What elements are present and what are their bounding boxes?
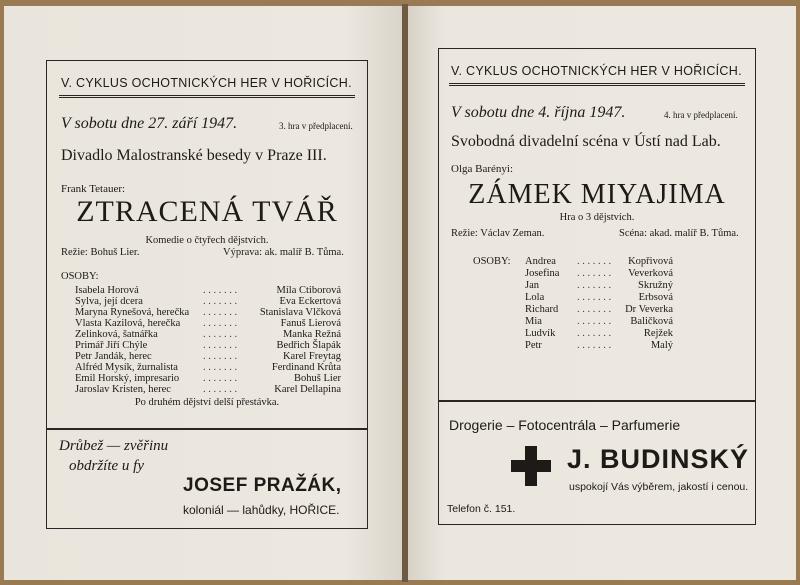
- cast-role: Petr Jandák, herec: [75, 351, 152, 362]
- left-ad-name: JOSEF PRAŽÁK,: [183, 475, 342, 496]
- cast-leader-dots: . . . . . . .: [203, 307, 238, 318]
- cast-leader-dots: . . . . . . .: [203, 362, 238, 373]
- cast-role: Lola: [525, 292, 545, 303]
- cast-leader-dots: . . . . . . .: [577, 292, 612, 303]
- right-performance-note: 4. hra v předplacení.: [664, 110, 738, 120]
- cast-leader-dots: . . . . . . .: [203, 285, 238, 296]
- cast-actor: Kopřivová: [628, 256, 673, 267]
- left-ad-line1: Drůbež — zvěřinu: [59, 438, 169, 454]
- cast-actor: Ferdinand Krůta: [271, 362, 341, 373]
- cast-actor: Fanuš Lierová: [280, 318, 341, 329]
- right-genre: Hra o 3 dějstvích.: [559, 212, 635, 223]
- cast-role: Maryna Rynešová, herečka: [75, 307, 190, 318]
- right-ad-phone: Telefon č. 151.: [447, 503, 516, 515]
- left-theatre: Divadlo Malostranské besedy v Praze III.: [61, 147, 327, 164]
- right-director: Režie: Václav Zeman.: [451, 228, 545, 239]
- cast-actor: Veverková: [628, 268, 673, 279]
- cast-leader-dots: . . . . . . .: [577, 340, 612, 351]
- cast-actor: Malý: [650, 340, 673, 351]
- cast-leader-dots: . . . . . . .: [577, 256, 612, 267]
- left-intermission: Po druhém dějství delší přestávka.: [134, 397, 280, 408]
- cast-leader-dots: . . . . . . .: [577, 316, 612, 327]
- cast-leader-dots: . . . . . . .: [577, 280, 612, 291]
- cast-row: [75, 384, 341, 397]
- left-performance-note: 3. hra v předplacení.: [279, 121, 353, 131]
- cast-role: Mia: [525, 316, 542, 327]
- left-programme-box: [46, 60, 368, 430]
- left-title-rule: [59, 95, 355, 98]
- right-ad-header: Drogerie – Fotocentrála – Parfumerie: [449, 417, 681, 433]
- cast-leader-dots: . . . . . . .: [203, 296, 238, 307]
- cast-actor: Karel Freytag: [282, 351, 341, 362]
- cast-role: Jan: [525, 280, 539, 291]
- cast-leader-dots: . . . . . . .: [577, 268, 612, 279]
- book-spine: [402, 4, 408, 582]
- cast-actor: Stanislava Vlčková: [259, 307, 341, 318]
- cast-leader-dots: . . . . . . .: [203, 351, 238, 362]
- cast-role: Sylva, její dcera: [75, 296, 143, 307]
- cast-actor: Erbsová: [638, 292, 673, 303]
- cast-actor: Karel Dellapina: [274, 384, 341, 395]
- right-programme-box: [438, 48, 756, 402]
- cast-actor: Dr Veverka: [625, 304, 673, 315]
- cast-role: Isabela Horová: [75, 285, 139, 296]
- cast-actor: Baličková: [630, 316, 673, 327]
- left-date: V sobotu dne 27. září 1947.: [61, 115, 238, 132]
- right-theatre: Svobodná divadelní scéna v Ústí nad Lab.: [451, 133, 721, 150]
- cast-role: Emil Horský, impresario: [75, 373, 180, 384]
- cast-leader-dots: . . . . . . .: [203, 373, 238, 384]
- right-ad-slogan: uspokojí Vás výběrem, jakostí i cenou.: [569, 481, 749, 493]
- left-director: Režie: Bohuš Lier.: [61, 247, 140, 258]
- cast-actor: Bedřich Šlapák: [276, 340, 341, 351]
- cast-role: Zelinková, šatnářka: [75, 329, 158, 340]
- right-cast-heading: OSOBY:: [473, 256, 511, 267]
- right-cycle-title: V. CYKLUS OCHOTNICKÝCH HER V HOŘICÍCH.: [451, 64, 742, 78]
- cast-role: Richard: [525, 304, 559, 315]
- cast-role: Vlasta Kazilová, herečka: [75, 318, 181, 329]
- cast-role: Petr: [525, 340, 542, 351]
- cast-role: Josefina: [525, 268, 560, 279]
- right-design: Scéna: akad. malíř B. Tůma.: [619, 228, 739, 239]
- right-play-title: ZÁMEK MIYAJIMA: [468, 179, 726, 210]
- cast-leader-dots: . . . . . . .: [203, 384, 238, 395]
- cast-actor: Rejžek: [643, 328, 673, 339]
- cast-actor: Bohuš Lier: [294, 373, 341, 384]
- left-cast-heading: OSOBY:: [61, 271, 99, 282]
- right-title-rule: [449, 83, 745, 86]
- left-design: Výprava: ak. malíř B. Tůma.: [223, 247, 344, 258]
- left-ad-box: [46, 428, 368, 529]
- cast-leader-dots: . . . . . . .: [577, 328, 612, 339]
- left-ad-tagline: koloniál — lahůdky, HOŘICE.: [183, 503, 340, 517]
- cast-role: Primář Jiří Chýle: [75, 340, 148, 351]
- cast-leader-dots: . . . . . . .: [577, 304, 612, 315]
- cast-row: [525, 340, 673, 353]
- right-author: Olga Barényi:: [451, 163, 514, 175]
- left-cycle-title: V. CYKLUS OCHOTNICKÝCH HER V HOŘICÍCH.: [61, 76, 352, 90]
- cast-role: Ludvík: [525, 328, 556, 339]
- left-play-title: ZTRACENÁ TVÁŘ: [76, 195, 338, 228]
- cast-role: Alfréd Mysík, žurnalista: [75, 362, 178, 373]
- cast-leader-dots: . . . . . . .: [203, 318, 238, 329]
- cast-actor: Eva Eckertová: [279, 296, 341, 307]
- cast-role: Andrea: [525, 256, 556, 267]
- cast-actor: Míla Ctiborová: [276, 285, 341, 296]
- left-ad-line2: obdržíte u fy: [69, 458, 144, 474]
- cast-leader-dots: . . . . . . .: [203, 329, 238, 340]
- cast-role: Jaroslav Kristen, herec: [75, 384, 171, 395]
- left-author: Frank Tetauer:: [61, 183, 126, 195]
- cast-leader-dots: . . . . . . .: [203, 340, 238, 351]
- cast-actor: Skružný: [638, 280, 673, 291]
- right-ad-box: [438, 400, 756, 525]
- right-ad-name: J. BUDINSKÝ: [567, 444, 750, 474]
- red-cross-icon: [511, 446, 551, 486]
- right-date: V sobotu dne 4. října 1947.: [451, 104, 626, 121]
- cast-actor: Manka Režná: [282, 329, 341, 340]
- left-genre: Komedie o čtyřech dějstvích.: [145, 235, 269, 246]
